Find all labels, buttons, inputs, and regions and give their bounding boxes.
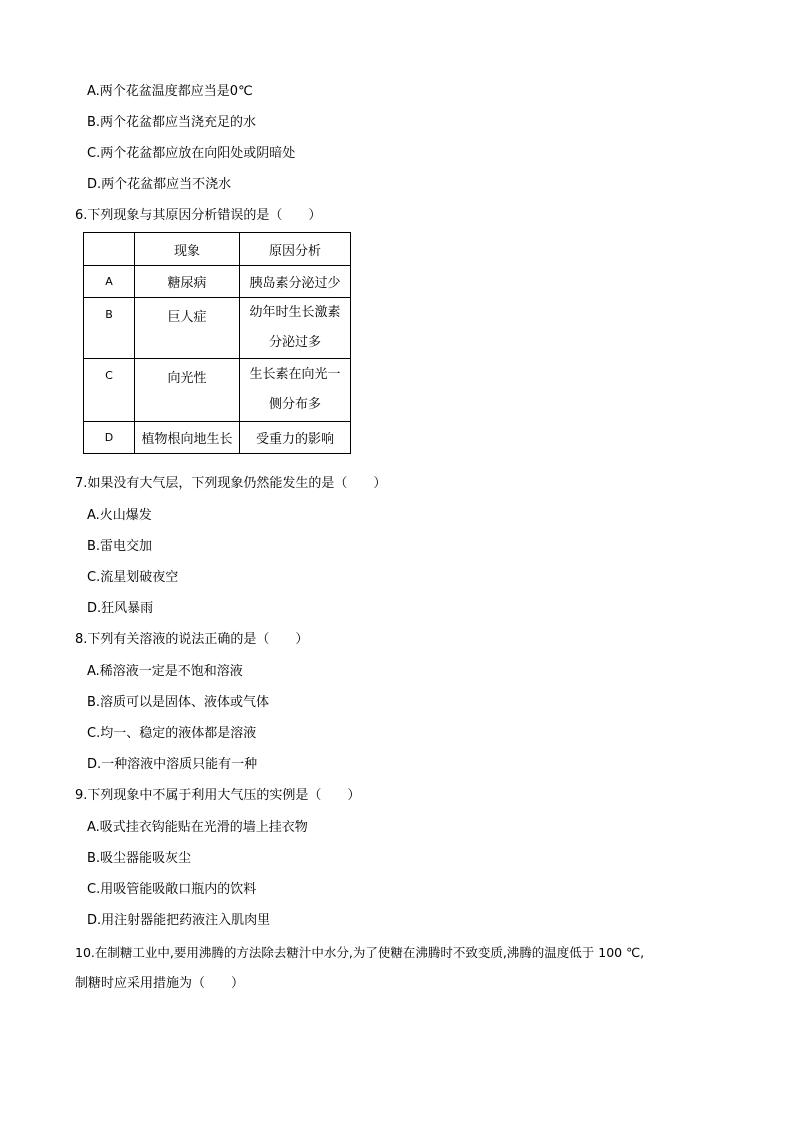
- q7-stem: 7.如果没有大气层，下列现象仍然能发生的是（ ）: [75, 476, 387, 491]
- q9-option-b: B.吸尘器能吸灰尘: [87, 851, 192, 866]
- q9-option-c: C.用吸管能吸敞口瓶内的饮料: [87, 882, 257, 897]
- row-cause: [240, 298, 351, 359]
- row-key: D: [84, 422, 135, 454]
- table-header-empty: [84, 233, 135, 266]
- table-row: [84, 359, 351, 422]
- table-header-phenomenon: 现象: [135, 233, 240, 266]
- row-cause-line1: 生长素在向光一: [249, 367, 341, 382]
- q6-table: [83, 232, 351, 454]
- q7-option-b: B.雷电交加: [87, 539, 153, 554]
- q8-option-d: D.一种溶液中溶质只能有一种: [87, 757, 258, 772]
- table-row: [84, 298, 351, 359]
- row-key: A: [84, 266, 135, 298]
- row-phenomenon: 向光性: [135, 359, 240, 422]
- q9-stem: 9.下列现象中不属于利用大气压的实例是（ ）: [75, 788, 361, 803]
- q10-stem-line1: 10.在制糖工业中,要用沸腾的方法除去糖汁中水分,为了使糖在沸腾时不致变质,沸腾的温度低于 100 ℃,: [75, 945, 645, 960]
- row-key: B: [84, 298, 135, 359]
- row-phenomenon: 糖尿病: [135, 266, 240, 298]
- row-cause: 胰岛素分泌过少: [240, 266, 351, 298]
- q9-option-d: D.用注射器能把药液注入肌肉里: [87, 913, 271, 928]
- table-row: [84, 266, 351, 298]
- q5-option-c: C.两个花盆都应放在向阳处或阴暗处: [87, 146, 296, 161]
- row-phenomenon: 巨人症: [135, 298, 240, 359]
- row-cause-line2: 分泌过多: [268, 335, 321, 350]
- row-key: C: [84, 359, 135, 422]
- q7-option-c: C.流星划破夜空: [87, 570, 179, 585]
- q10-stem-line2: 制糖时应采用措施为（ ）: [75, 976, 245, 991]
- row-cause: [240, 359, 351, 422]
- row-cause: 受重力的影响: [240, 422, 351, 454]
- q8-option-b: B.溶质可以是固体、液体或气体: [87, 695, 270, 710]
- q5-option-b: B.两个花盆都应当浇充足的水: [87, 115, 257, 130]
- q6-stem: 6.下列现象与其原因分析错误的是（ ）: [75, 208, 322, 223]
- q5-option-a: A.两个花盆温度都应当是0℃: [87, 84, 253, 99]
- table-header-row: [84, 233, 351, 266]
- q8-stem: 8.下列有关溶液的说法正确的是（ ）: [75, 632, 309, 647]
- row-cause-line1: 幼年时生长激素: [249, 305, 341, 320]
- q8-option-a: A.稀溶液一定是不饱和溶液: [87, 664, 243, 679]
- q7-option-a: A.火山爆发: [87, 508, 152, 523]
- row-cause-line2: 侧分布多: [268, 397, 321, 412]
- q9-option-a: A.吸式挂衣钩能贴在光滑的墙上挂衣物: [87, 820, 308, 835]
- row-phenomenon: 植物根向地生长: [135, 422, 240, 454]
- q7-option-d: D.狂风暴雨: [87, 601, 154, 616]
- q8-option-c: C.均一、稳定的液体都是溶液: [87, 726, 257, 741]
- table-row: [84, 422, 351, 454]
- q5-option-d: D.两个花盆都应当不浇水: [87, 177, 232, 192]
- table-header-cause: 原因分析: [240, 233, 351, 266]
